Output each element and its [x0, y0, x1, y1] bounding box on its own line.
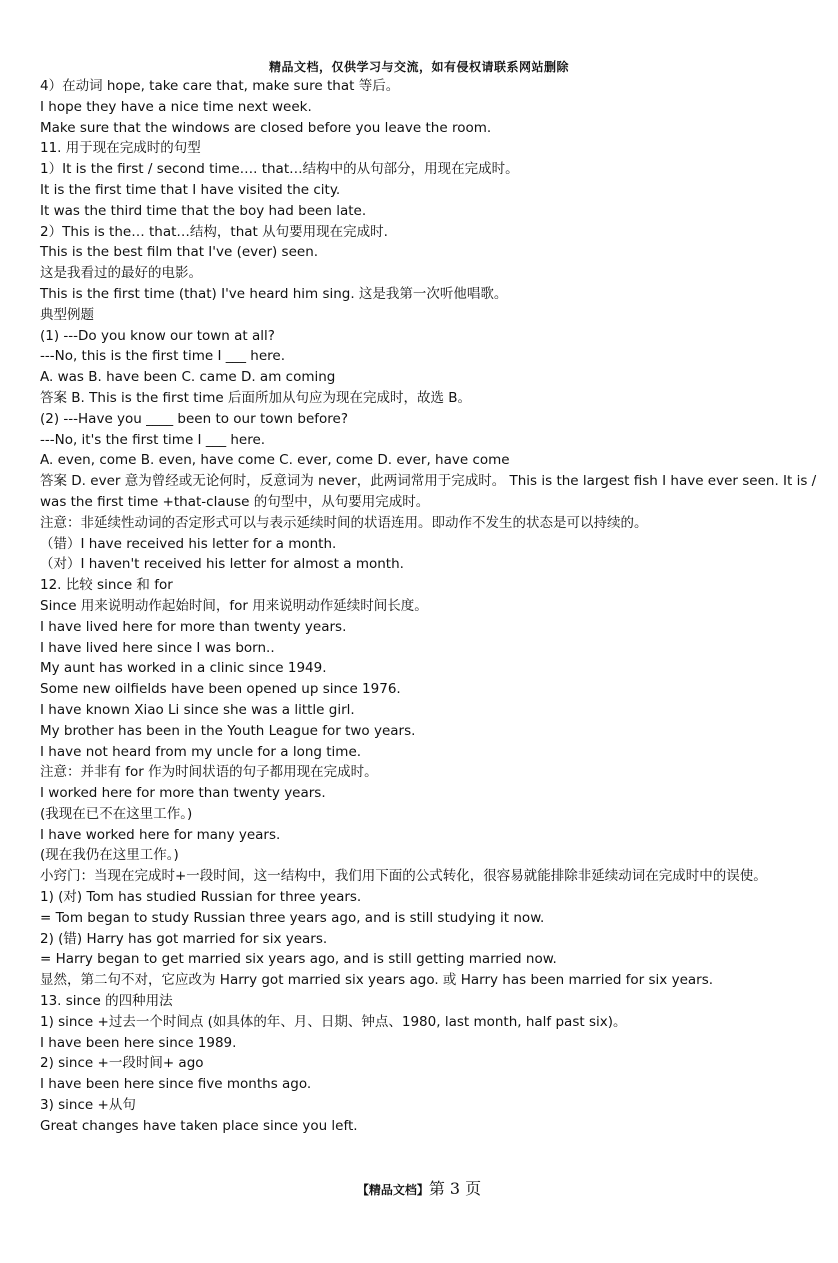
text-line: I have lived here for more than twenty years.	[40, 618, 347, 635]
text-line: I have been here since 1989.	[40, 1034, 237, 1051]
text-line: Make sure that the windows are closed before you leave the room.	[40, 119, 492, 136]
note-line: 注意：并非有 for 作为时间状语的句子都用现在完成时。	[40, 764, 378, 781]
text-line: 1) since +过去一个时间点 (如具体的年、月、日期、钟点、1980, last month, half past six)。	[40, 1013, 627, 1030]
text-line: Since 用来说明动作起始时间，for 用来说明动作延续时间长度。	[40, 597, 428, 614]
text-line: Some new oilfields have been opened up since 1976.	[40, 681, 401, 698]
text-line: I have not heard from my uncle for a long time.	[40, 743, 362, 760]
section-heading-11: 11. 用于现在完成时的句型	[40, 140, 201, 157]
text-line: It was the third time that the boy had been late.	[40, 202, 367, 219]
section-heading-13: 13. since 的四种用法	[40, 993, 173, 1010]
answer-options: A. was B. have been C. came D. am coming	[40, 369, 336, 386]
document-body	[40, 76, 822, 1137]
tip-line: 小窍门：当现在完成时+一段时间，这一结构中，我们用下面的公式转化，很容易就能排除非延续动词在完成时中的误使。	[40, 868, 767, 885]
section-heading-12: 12. 比较 since 和 for	[40, 577, 173, 594]
text-line: I have been here since five months ago.	[40, 1076, 312, 1093]
text-line: 1) (对) Tom has studied Russian for three years.	[40, 889, 362, 906]
text-line: 显然，第二句不对，它应改为 Harry got married six years ago. 或 Harry has been married for six years.	[40, 972, 714, 989]
note-line: 注意：非延续性动词的否定形式可以与表示延续时间的状语连用。即动作不发生的状态是可以持续的。	[40, 514, 648, 531]
text-line: (2) ---Have you ____ been to our town before?	[40, 410, 349, 427]
text-line: I have lived here since I was born..	[40, 639, 275, 656]
text-line: （对）I haven't received his letter for almost a month.	[40, 556, 404, 573]
text-line: My brother has been in the Youth League for two years.	[40, 722, 416, 739]
text-line: I worked here for more than twenty years.	[40, 785, 326, 802]
page-footer	[0, 1176, 838, 1199]
text-line: ---No, it's the first time I ___ here.	[40, 431, 266, 448]
text-line: I have known Xiao Li since she was a little girl.	[40, 701, 355, 718]
text-line: This is the best film that I've (ever) seen.	[40, 244, 319, 261]
text-line: 4）在动词 hope, take care that, make sure that 等后。	[40, 78, 400, 94]
text-line: My aunt has worked in a clinic since 1949.	[40, 660, 327, 677]
footer-tag: 【精品文档】	[356, 1183, 429, 1197]
text-line: 2) (错) Harry has got married for six years.	[40, 930, 328, 947]
answer-explanation: 答案 D. ever 意为曾经或无论何时，反意词为 never，此两词常用于完成时。 This is the largest fish I have ever seen. It is / was the first time +that-clause 的句型中，从句要用完成时。	[40, 473, 817, 510]
text-line: (我现在已不在这里工作。)	[40, 805, 193, 822]
page-number: 第 3 页	[428, 1179, 482, 1198]
text-line: (1) ---Do you know our town at all?	[40, 327, 275, 344]
text-line: Great changes have taken place since you left.	[40, 1117, 358, 1134]
answer-explanation: 答案 B. This is the first time 后面所加从句应为现在完成时，故选 B。	[40, 389, 472, 406]
text-line: It is the first time that I have visited the city.	[40, 181, 341, 198]
text-line: （错）I have received his letter for a month.	[40, 535, 337, 552]
text-line: ---No, this is the first time I ___ here.	[40, 348, 285, 365]
example-heading: 典型例题	[40, 306, 94, 323]
text-line: 2) since +一段时间+ ago	[40, 1055, 204, 1072]
answer-options: A. even, come B. even, have come C. ever, come D. ever, have come	[40, 452, 510, 469]
text-line: 3) since +从句	[40, 1097, 136, 1114]
text-line: I have worked here for many years.	[40, 826, 281, 843]
text-line: 1）It is the first / second time…. that…结构中的从句部分，用现在完成时。	[40, 161, 519, 178]
text-line: 这是我看过的最好的电影。	[40, 265, 202, 282]
page-header: 精品文档，仅供学习与交流，如有侵权请联系网站删除	[268, 60, 569, 74]
text-line: = Harry began to get married six years ago, and is still getting married now.	[40, 951, 557, 968]
text-line: (现在我仍在这里工作。)	[40, 847, 179, 864]
text-line: This is the first time (that) I've heard him sing. 这是我第一次听他唱歌。	[40, 285, 508, 302]
text-line: = Tom began to study Russian three years ago, and is still studying it now.	[40, 909, 545, 926]
text-line: I hope they have a nice time next week.	[40, 98, 312, 115]
text-line: 2）This is the… that…结构，that 从句要用现在完成时.	[40, 223, 388, 240]
